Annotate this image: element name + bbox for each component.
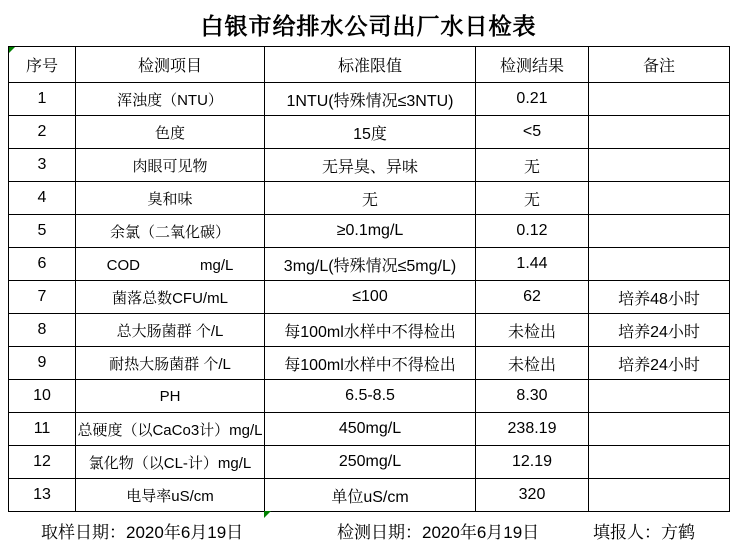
cell-row-number: 2 — [9, 116, 76, 149]
table-row — [9, 347, 730, 380]
cell-item: 氯化物（以CL-计）mg/L — [76, 446, 265, 479]
table-row — [9, 281, 730, 314]
cell-result: 0.21 — [476, 83, 589, 116]
cell-result: 1.44 — [476, 248, 589, 281]
reporter — [593, 518, 695, 543]
table-row — [9, 215, 730, 248]
cell-standard: 无 — [265, 182, 476, 215]
sampling-date-value: 2020年6月19日 — [126, 523, 244, 542]
cell-row-number: 12 — [9, 446, 76, 479]
cell-standard: 450mg/L — [265, 413, 476, 446]
cell-row-number: 6 — [9, 248, 76, 281]
cell-note: 培养24小时 — [589, 314, 730, 347]
cell-standard: 6.5-8.5 — [265, 380, 476, 413]
cell-result: 320 — [476, 479, 589, 512]
cell-row-number: 3 — [9, 149, 76, 182]
testing-date-label: 检测日期： — [337, 523, 422, 542]
table-row — [9, 248, 730, 281]
cell-note — [589, 182, 730, 215]
table-row — [9, 149, 730, 182]
cell-item: PH — [76, 380, 265, 413]
cell-item: COD mg/L — [76, 248, 265, 281]
cell-item: 余氯（二氧化碳） — [76, 215, 265, 248]
cell-note — [589, 413, 730, 446]
cell-item: 总硬度（以CaCo3计）mg/L — [76, 413, 265, 446]
table-row — [9, 116, 730, 149]
table-row — [9, 182, 730, 215]
cell-row-number: 4 — [9, 182, 76, 215]
table-row — [9, 479, 730, 512]
testing-date-value: 2020年6月19日 — [422, 523, 540, 542]
cell-standard: 1NTU(特殊情况≤3NTU) — [265, 83, 476, 116]
cell-row-number: 8 — [9, 314, 76, 347]
cell-note — [589, 83, 730, 116]
cell-result: 238.19 — [476, 413, 589, 446]
cell-note — [589, 149, 730, 182]
cell-item: 电导率uS/cm — [76, 479, 265, 512]
cell-standard: 3mg/L(特殊情况≤5mg/L) — [265, 248, 476, 281]
cell-item: 菌落总数CFU/mL — [76, 281, 265, 314]
table-row — [9, 413, 730, 446]
cell-standard: 每100ml水样中不得检出 — [265, 347, 476, 380]
cell-standard: ≥0.1mg/L — [265, 215, 476, 248]
column-header-result: 检测结果 — [476, 47, 589, 83]
reporter-label: 填报人： — [593, 523, 661, 542]
cell-error-indicator-icon — [264, 511, 271, 518]
table-body — [9, 83, 730, 512]
footer — [0, 518, 737, 542]
column-header-standard: 标准限值 — [265, 47, 476, 83]
cell-row-number: 1 — [9, 83, 76, 116]
cell-item: 肉眼可见物 — [76, 149, 265, 182]
testing-date — [337, 518, 539, 543]
cell-standard: 无异臭、异味 — [265, 149, 476, 182]
cell-item: 色度 — [76, 116, 265, 149]
cell-standard: 每100ml水样中不得检出 — [265, 314, 476, 347]
table-row — [9, 446, 730, 479]
table-row — [9, 314, 730, 347]
table-header — [9, 47, 730, 83]
sampling-date — [41, 518, 243, 543]
cell-note: 培养24小时 — [589, 347, 730, 380]
cell-row-number: 5 — [9, 215, 76, 248]
cell-result: 12.19 — [476, 446, 589, 479]
cell-note — [589, 479, 730, 512]
cell-standard: 单位uS/cm — [265, 479, 476, 512]
table-row — [9, 83, 730, 116]
column-header-note: 备注 — [589, 47, 730, 83]
reporter-value: 方鹤 — [661, 523, 695, 542]
cell-note — [589, 446, 730, 479]
cell-standard: ≤100 — [265, 281, 476, 314]
cell-result: 未检出 — [476, 347, 589, 380]
cell-item: 臭和味 — [76, 182, 265, 215]
cell-row-number: 9 — [9, 347, 76, 380]
column-header-item: 检测项目 — [76, 47, 265, 83]
cell-note: 培养48小时 — [589, 281, 730, 314]
table-row — [9, 380, 730, 413]
cell-standard: 250mg/L — [265, 446, 476, 479]
cell-result: 8.30 — [476, 380, 589, 413]
cell-result: 无 — [476, 182, 589, 215]
cell-result: 0.12 — [476, 215, 589, 248]
inspection-table — [8, 46, 730, 512]
cell-row-number: 13 — [9, 479, 76, 512]
cell-row-number: 10 — [9, 380, 76, 413]
cell-note — [589, 116, 730, 149]
header-row — [9, 47, 730, 83]
cell-note — [589, 215, 730, 248]
sampling-date-label: 取样日期： — [41, 523, 126, 542]
cell-row-number: 7 — [9, 281, 76, 314]
cell-result: <5 — [476, 116, 589, 149]
cell-result: 62 — [476, 281, 589, 314]
page-title: 白银市给排水公司出厂水日检表 — [200, 13, 537, 39]
cell-row-number: 11 — [9, 413, 76, 446]
cell-note — [589, 248, 730, 281]
column-header-no: 序号 — [9, 47, 76, 83]
cell-result: 无 — [476, 149, 589, 182]
cell-item: 浑浊度（NTU） — [76, 83, 265, 116]
cell-note — [589, 380, 730, 413]
cell-item: 总大肠菌群 个/L — [76, 314, 265, 347]
cell-standard: 15度 — [265, 116, 476, 149]
cell-item: 耐热大肠菌群 个/L — [76, 347, 265, 380]
cell-result: 未检出 — [476, 314, 589, 347]
